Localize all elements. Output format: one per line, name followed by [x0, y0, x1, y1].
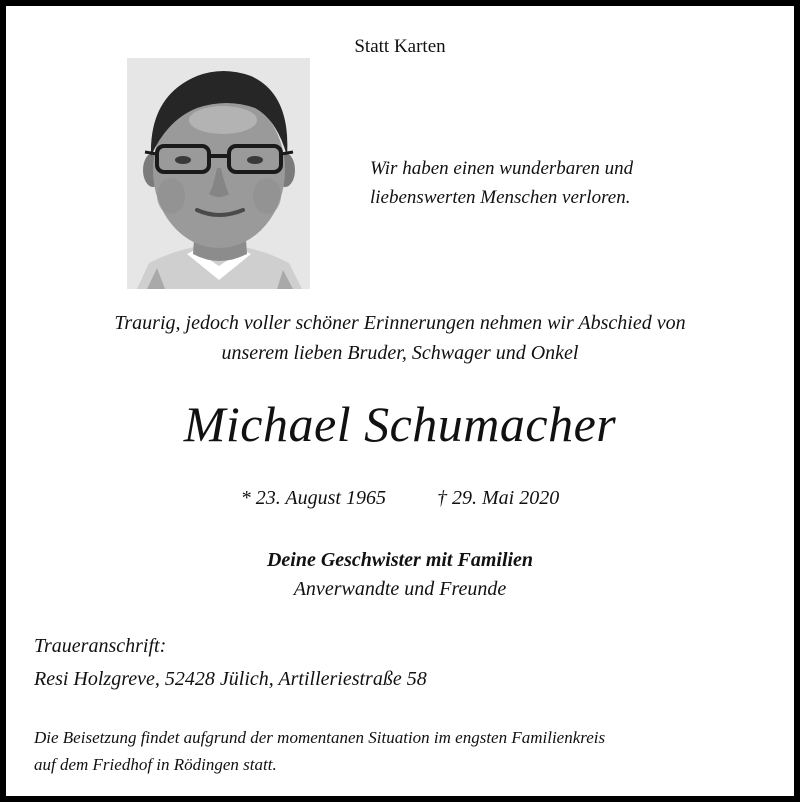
farewell-text: [6, 308, 794, 368]
header-label: Statt Karten: [354, 36, 446, 57]
notice-line: auf dem Friedhof in Rödingen statt.: [34, 755, 277, 774]
mourners-primary: Deine Geschwister mit Familien: [266, 549, 534, 571]
address-label: Traueranschrift:: [34, 635, 167, 657]
farewell-line: Traurig, jedoch voller schöner Erinnerungen nehmen wir Abschied von: [114, 312, 686, 334]
mourning-address: [34, 630, 774, 696]
mourners: [6, 546, 794, 604]
farewell-line: unserem lieben Bruder, Schwager und Onkel: [221, 342, 579, 364]
burial-notice: [34, 724, 774, 778]
mourners-secondary: Anverwandte und Freunde: [293, 578, 507, 600]
portrait-photo: [127, 58, 310, 289]
address-line: Resi Holzgreve, 52428 Jülich, Artilleriestraße 58: [34, 668, 427, 690]
notice-line: Die Beisetzung findet aufgrund der momentanen Situation im engsten Familienkreis: [34, 728, 606, 747]
intro-line: Wir haben einen wunderbaren und: [370, 158, 634, 179]
life-dates: [6, 484, 794, 512]
death-date: † 29. Mai 2020: [436, 487, 560, 509]
birth-date: * 23. August 1965: [240, 487, 386, 509]
portrait-illustration: [127, 58, 310, 289]
deceased-name: Michael Schumacher: [183, 396, 617, 452]
intro-text: [370, 154, 730, 212]
intro-line: liebenswerten Menschen verloren.: [370, 187, 631, 208]
